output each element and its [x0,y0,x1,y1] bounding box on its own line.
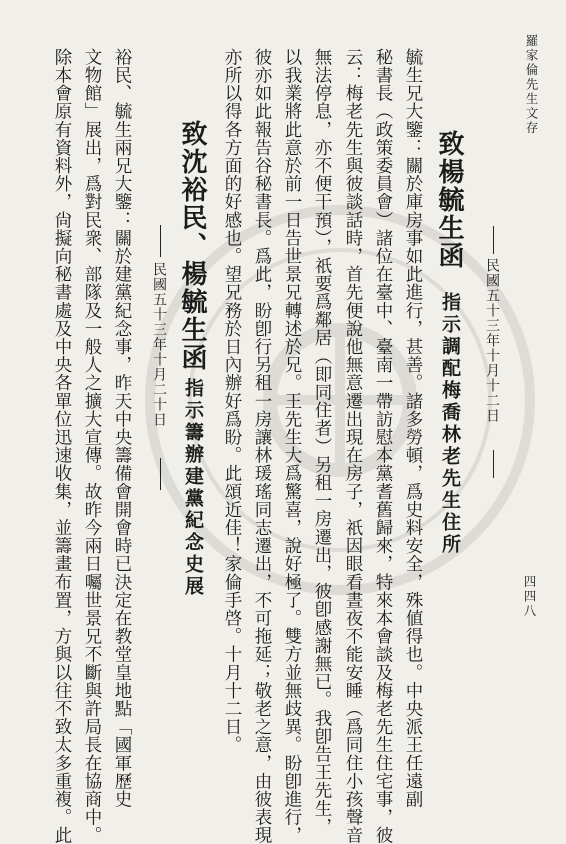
running-head: 羅家倫先生文存 [524,34,539,136]
letter2-line-3: 除本會原有資料外，尙擬向秘書處及中央各單位迅速收集，並籌畫布置，方與以往不致太多重複。此 [52,48,72,844]
letter1-date: 民國五十三年十月十二日 [484,258,500,423]
letter1-line-5: 以我業將此意於前一日告世景兄轉述於兄。王先生大爲驚喜，說好極了。雙方並無歧異。盼卽進行， [282,48,302,844]
letter2-line-1: 裕民、毓生兩兄大鑒：關於建黨紀念事，昨天中央籌備會開會時已決定在教堂皇地點「國軍歷史 [112,48,132,809]
letter2-date-dash [160,225,161,257]
letter1-line-4: 無法停息，亦不便干預），祇要爲鄰居（即同住者）另租一房遷出，彼卽感謝無已。我卽告王先生， [312,48,332,836]
letter1-date-dash-end [493,450,494,478]
letter2-subtitle: 指示籌辦建黨紀念史展 [182,378,204,598]
letter2-date: 民國五十三年十月二十日 [151,262,167,427]
letter2-line-2: 文物館」展出，爲對民衆、部隊及一般人之擴大宣傳。故昨今兩日囑世景兄不斷與許局長在協商中。 [82,48,102,844]
letter2-date-dash-end [160,458,161,490]
page-number: 四四八 [522,575,537,619]
letter1-date-dash [493,226,494,254]
letter1-line-3: 云：梅老先生與彼談話時，首先便說他無意遷出現在房子，祇因眼看晝夜不能安睡（爲同住小孩聲音 [343,48,363,844]
letter1-line-1: 毓生兄大鑒：關於庫房事如此進行，甚善。諸多勞頓，爲史料安全，殊値得也。中央派王任遠副 [403,48,423,809]
letter1-subtitle: 指示調配梅喬林老先生住所 [439,292,461,556]
letter1-title: 致楊毓生函 [434,130,464,270]
letter2-title: 致沈裕民、楊毓生函 [177,120,207,372]
letter1-line-6: 彼亦如此報告谷秘書長。爲此，盼卽行另租一房讓林瑗瑤同志遷出，不可拖延；敬老之意，由彼表現 [252,48,272,844]
letter1-line-2: 秘書長（政策委員會）諸位在臺中、臺南一帶訪慰本黨耆舊歸來，特來本會談及梅老先生住宅事，彼 [373,48,393,844]
letter1-line-7: 亦所以得各方面的好感也。望兄務於日內辦好爲盼。此頌近佳！家倫手啓。十月十二日。 [222,48,242,754]
